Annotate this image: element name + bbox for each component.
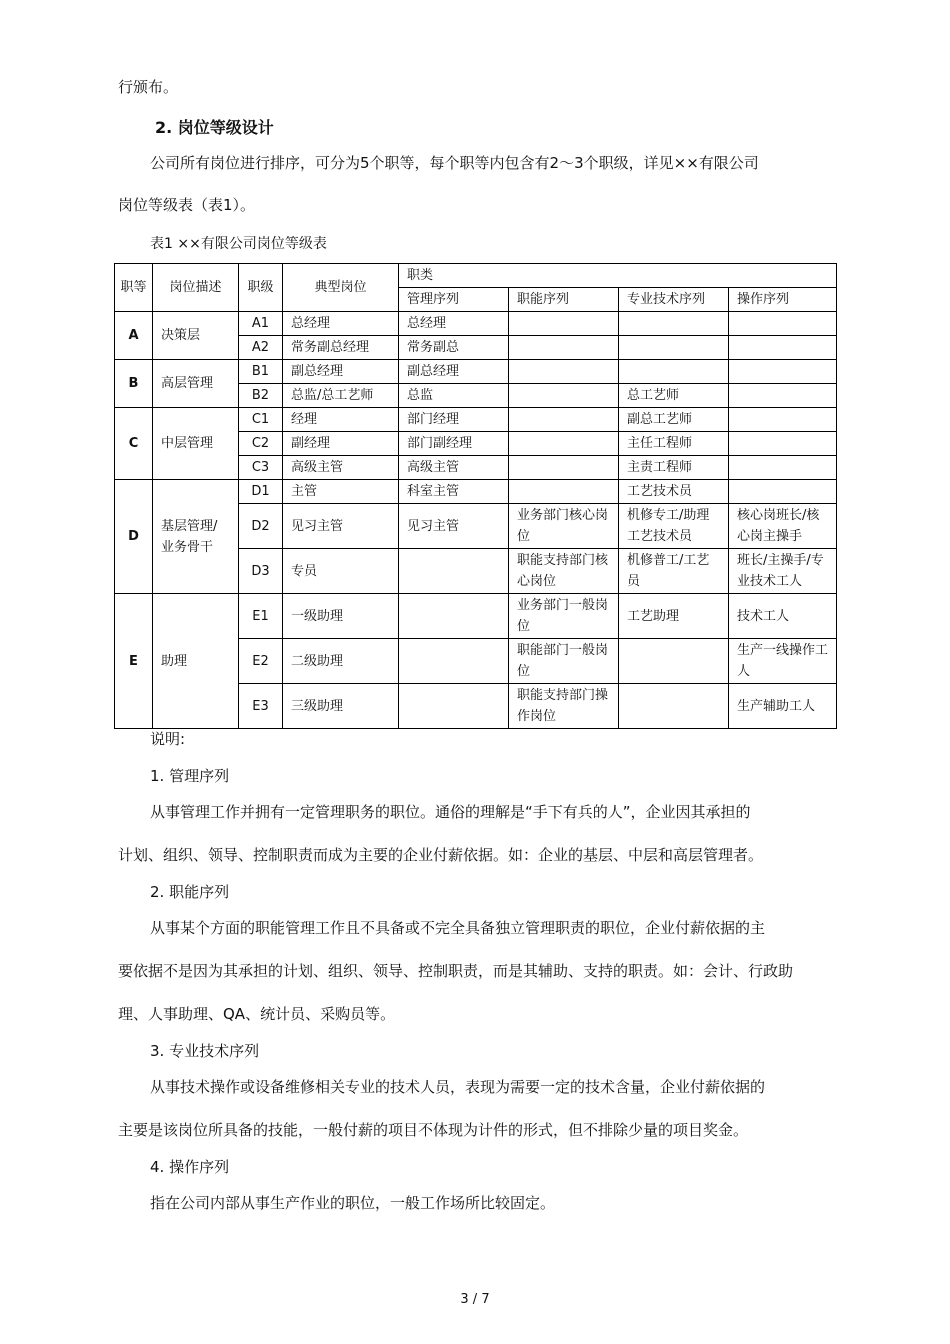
tech-cell: 副总工艺师 bbox=[619, 408, 729, 432]
level-cell: A2 bbox=[239, 336, 283, 360]
op-cell bbox=[729, 360, 837, 384]
typical-cell: 三级助理 bbox=[283, 684, 399, 729]
section-para-line-2: 岗位等级表（表1）。 bbox=[118, 196, 256, 214]
desc-cell-d: 基层管理/业务骨干 bbox=[153, 480, 239, 594]
tech-cell: 主责工程师 bbox=[619, 456, 729, 480]
header-tech: 专业技术序列 bbox=[619, 288, 729, 312]
note-2-line-3: 理、人事助理、QA、统计员、采购员等。 bbox=[118, 1005, 396, 1023]
desc-cell-e: 助理 bbox=[153, 594, 239, 729]
note-2-line-1: 从事某个方面的职能管理工作且不具备或不完全具备独立管理职责的职位，企业付薪依据的主 bbox=[150, 919, 766, 937]
header-op: 操作序列 bbox=[729, 288, 837, 312]
mgmt-cell: 高级主管 bbox=[399, 456, 509, 480]
level-cell: E1 bbox=[239, 594, 283, 639]
level-cell: D1 bbox=[239, 480, 283, 504]
op-cell bbox=[729, 432, 837, 456]
func-cell bbox=[509, 312, 619, 336]
tech-cell bbox=[619, 639, 729, 684]
mgmt-cell: 常务副总 bbox=[399, 336, 509, 360]
mgmt-cell bbox=[399, 684, 509, 729]
op-cell: 班长/主操手/专业技术工人 bbox=[729, 549, 837, 594]
level-cell: C3 bbox=[239, 456, 283, 480]
tech-cell: 机修专工/助理工艺技术员 bbox=[619, 504, 729, 549]
func-cell: 业务部门一般岗位 bbox=[509, 594, 619, 639]
header-typical: 典型岗位 bbox=[283, 264, 399, 312]
grade-cell-d: D bbox=[115, 480, 153, 594]
mgmt-cell: 见习主管 bbox=[399, 504, 509, 549]
func-cell: 职能支持部门操作岗位 bbox=[509, 684, 619, 729]
note-1-line-2: 计划、组织、领导、控制职责而成为主要的企业付薪依据。如：企业的基层、中层和高层管理者。 bbox=[118, 846, 764, 864]
func-cell bbox=[509, 408, 619, 432]
level-cell: B2 bbox=[239, 384, 283, 408]
mgmt-cell: 部门副经理 bbox=[399, 432, 509, 456]
op-cell: 技术工人 bbox=[729, 594, 837, 639]
section-heading: 2. 岗位等级设计 bbox=[155, 118, 274, 137]
mgmt-cell bbox=[399, 594, 509, 639]
tech-cell bbox=[619, 360, 729, 384]
tech-cell bbox=[619, 684, 729, 729]
level-cell: E3 bbox=[239, 684, 283, 729]
typical-cell: 主管 bbox=[283, 480, 399, 504]
header-func: 职能序列 bbox=[509, 288, 619, 312]
typical-cell: 一级助理 bbox=[283, 594, 399, 639]
typical-cell: 高级主管 bbox=[283, 456, 399, 480]
tech-cell: 工艺技术员 bbox=[619, 480, 729, 504]
op-cell bbox=[729, 480, 837, 504]
tech-cell: 机修普工/工艺员 bbox=[619, 549, 729, 594]
func-cell bbox=[509, 456, 619, 480]
header-mgmt: 管理序列 bbox=[399, 288, 509, 312]
page-number: 3 / 7 bbox=[460, 1292, 490, 1307]
header-desc: 岗位描述 bbox=[153, 264, 239, 312]
note-2-line-2: 要依据不是因为其承担的计划、组织、领导、控制职责，而是其辅助、支持的职责。如：会计、行政助 bbox=[118, 962, 794, 980]
typical-cell: 二级助理 bbox=[283, 639, 399, 684]
func-cell: 职能支持部门核心岗位 bbox=[509, 549, 619, 594]
level-cell: D2 bbox=[239, 504, 283, 549]
tech-cell bbox=[619, 336, 729, 360]
level-cell: D3 bbox=[239, 549, 283, 594]
note-3-line-2: 主要是该岗位所具备的技能，一般付薪的项目不体现为计件的形式，但不排除少量的项目奖金。 bbox=[118, 1121, 749, 1139]
grade-cell-a: A bbox=[115, 312, 153, 360]
desc-cell-b: 高层管理 bbox=[153, 360, 239, 408]
note-3-title: 3. 专业技术序列 bbox=[150, 1042, 260, 1060]
typical-cell: 副总经理 bbox=[283, 360, 399, 384]
note-4-title: 4. 操作序列 bbox=[150, 1158, 230, 1176]
typical-cell: 总监/总工艺师 bbox=[283, 384, 399, 408]
grade-cell-b: B bbox=[115, 360, 153, 408]
header-category: 职类 bbox=[399, 264, 837, 288]
typical-cell: 经理 bbox=[283, 408, 399, 432]
mgmt-cell bbox=[399, 549, 509, 594]
desc-cell-c: 中层管理 bbox=[153, 408, 239, 480]
tech-cell: 总工艺师 bbox=[619, 384, 729, 408]
grade-cell-c: C bbox=[115, 408, 153, 480]
op-cell bbox=[729, 384, 837, 408]
header-grade: 职等 bbox=[115, 264, 153, 312]
table-caption: 表1 ××有限公司岗位等级表 bbox=[150, 236, 327, 252]
typical-cell: 见习主管 bbox=[283, 504, 399, 549]
intro-fragment: 行颁布。 bbox=[118, 78, 179, 96]
note-1-title: 1. 管理序列 bbox=[150, 767, 230, 785]
typical-cell: 专员 bbox=[283, 549, 399, 594]
typical-cell: 总经理 bbox=[283, 312, 399, 336]
section-para-line-1: 公司所有岗位进行排序，可分为5个职等，每个职等内包含有2～3个职级，详见××有限公司 bbox=[150, 154, 759, 172]
note-2-title: 2. 职能序列 bbox=[150, 883, 230, 901]
mgmt-cell: 总经理 bbox=[399, 312, 509, 336]
level-cell: E2 bbox=[239, 639, 283, 684]
func-cell bbox=[509, 480, 619, 504]
typical-cell: 常务副总经理 bbox=[283, 336, 399, 360]
tech-cell bbox=[619, 312, 729, 336]
level-cell: C2 bbox=[239, 432, 283, 456]
level-cell: A1 bbox=[239, 312, 283, 336]
level-cell: B1 bbox=[239, 360, 283, 384]
func-cell: 业务部门核心岗位 bbox=[509, 504, 619, 549]
header-level: 职级 bbox=[239, 264, 283, 312]
grade-cell-e: E bbox=[115, 594, 153, 729]
op-cell bbox=[729, 312, 837, 336]
func-cell bbox=[509, 432, 619, 456]
notes-label: 说明: bbox=[150, 730, 186, 748]
note-1-line-1: 从事管理工作并拥有一定管理职务的职位。通俗的理解是“手下有兵的人”，企业因其承担的 bbox=[150, 803, 751, 821]
func-cell bbox=[509, 336, 619, 360]
note-4-line-1: 指在公司内部从事生产作业的职位，一般工作场所比较固定。 bbox=[150, 1194, 556, 1212]
func-cell bbox=[509, 360, 619, 384]
op-cell: 生产一线操作工人 bbox=[729, 639, 837, 684]
typical-cell: 副经理 bbox=[283, 432, 399, 456]
note-3-line-1: 从事技术操作或设备维修相关专业的技术人员，表现为需要一定的技术含量，企业付薪依据的 bbox=[150, 1078, 766, 1096]
op-cell bbox=[729, 456, 837, 480]
mgmt-cell: 总监 bbox=[399, 384, 509, 408]
op-cell: 核心岗班长/核心岗主操手 bbox=[729, 504, 837, 549]
mgmt-cell bbox=[399, 639, 509, 684]
tech-cell: 主任工程师 bbox=[619, 432, 729, 456]
mgmt-cell: 部门经理 bbox=[399, 408, 509, 432]
func-cell bbox=[509, 384, 619, 408]
op-cell bbox=[729, 336, 837, 360]
mgmt-cell: 科室主管 bbox=[399, 480, 509, 504]
grade-table bbox=[114, 263, 837, 729]
tech-cell: 工艺助理 bbox=[619, 594, 729, 639]
op-cell: 生产辅助工人 bbox=[729, 684, 837, 729]
op-cell bbox=[729, 408, 837, 432]
level-cell: C1 bbox=[239, 408, 283, 432]
desc-cell-a: 决策层 bbox=[153, 312, 239, 360]
func-cell: 职能部门一般岗位 bbox=[509, 639, 619, 684]
mgmt-cell: 副总经理 bbox=[399, 360, 509, 384]
